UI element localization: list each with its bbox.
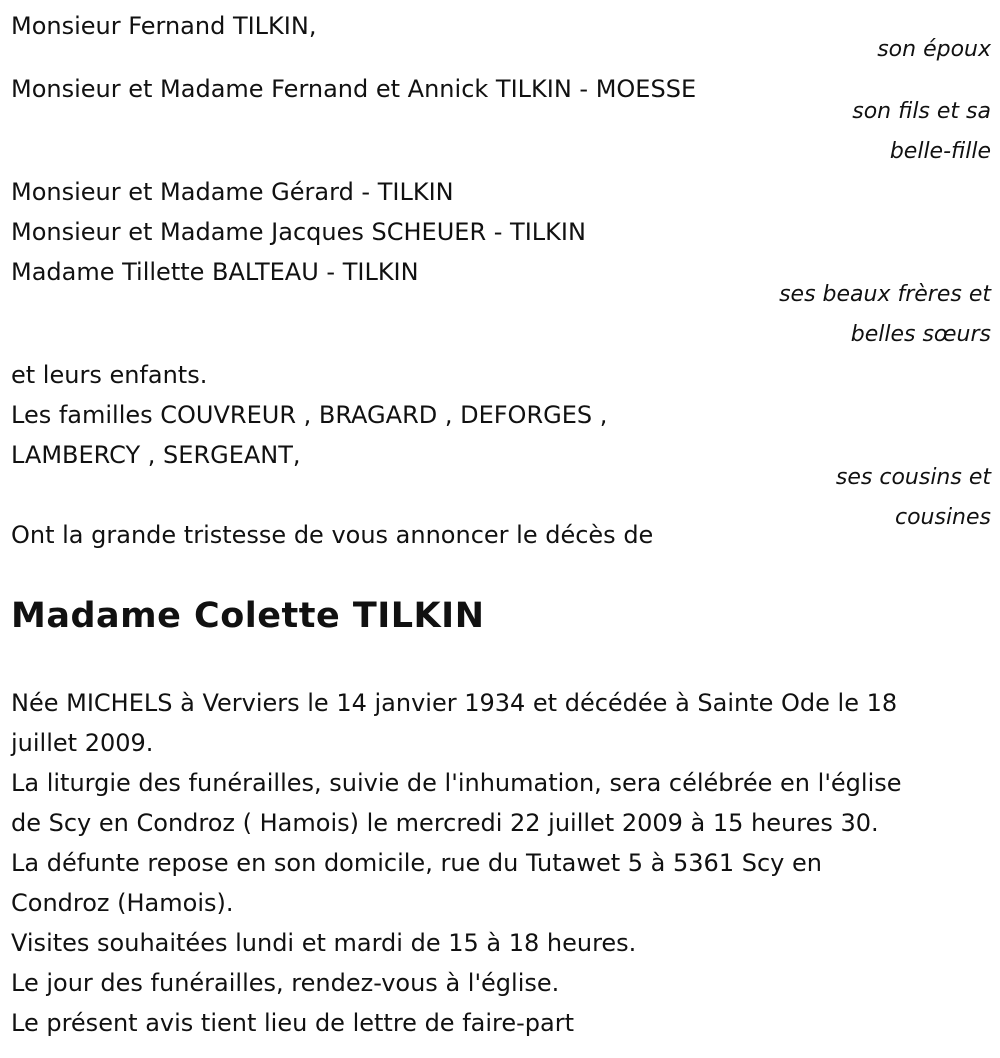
detail-line-birth-1: Née MICHELS à Verviers le 14 janvier 1934 et décédée à Sainte Ode le 18 — [11, 689, 898, 717]
deceased-name: Madame Colette TILKIN — [11, 596, 485, 636]
family-line-scheuer: Monsieur et Madame Jacques SCHEUER - TILKIN — [11, 218, 586, 246]
family-line-gerard: Monsieur et Madame Gérard - TILKIN — [11, 178, 454, 206]
family-line-families-1: Les familles COUVREUR , BRAGARD , DEFORGES , — [11, 401, 608, 429]
relation-husband: son époux — [877, 37, 991, 62]
relation-inlaws-line2: belles sœurs — [850, 322, 991, 347]
family-line-son: Monsieur et Madame Fernand et Annick TILKIN - MOESSE — [11, 75, 697, 103]
family-line-balteau: Madame Tillette BALTEAU - TILKIN — [11, 258, 419, 286]
detail-line-birth-2: juillet 2009. — [11, 729, 154, 757]
detail-line-residence-1: La défunte repose en son domicile, rue du Tutawet 5 à 5361 Scy en — [11, 849, 822, 877]
detail-line-meeting: Le jour des funérailles, rendez-vous à l'église. — [11, 969, 560, 997]
relation-son-line1: son fils et sa — [852, 99, 991, 124]
relation-inlaws-line1: ses beaux frères et — [779, 282, 991, 307]
detail-line-liturgy-2: de Scy en Condroz ( Hamois) le mercredi 22 juillet 2009 à 15 heures 30. — [11, 809, 879, 837]
family-line-families-2: LAMBERCY , SERGEANT, — [11, 441, 301, 469]
announcement-text: Ont la grande tristesse de vous annoncer le décès de — [11, 521, 654, 549]
relation-cousins-line1: ses cousins et — [835, 465, 991, 490]
relation-son-line2: belle-fille — [889, 139, 991, 164]
detail-line-liturgy-1: La liturgie des funérailles, suivie de l'inhumation, sera célébrée en l'église — [11, 769, 902, 797]
family-line-children: et leurs enfants. — [11, 361, 208, 389]
relation-cousins-line2: cousines — [894, 505, 991, 530]
detail-line-visits: Visites souhaitées lundi et mardi de 15 à 18 heures. — [11, 929, 637, 957]
detail-line-notice: Le présent avis tient lieu de lettre de faire-part — [11, 1009, 575, 1037]
detail-line-residence-2: Condroz (Hamois). — [11, 889, 234, 917]
family-line-husband: Monsieur Fernand TILKIN, — [11, 12, 317, 40]
